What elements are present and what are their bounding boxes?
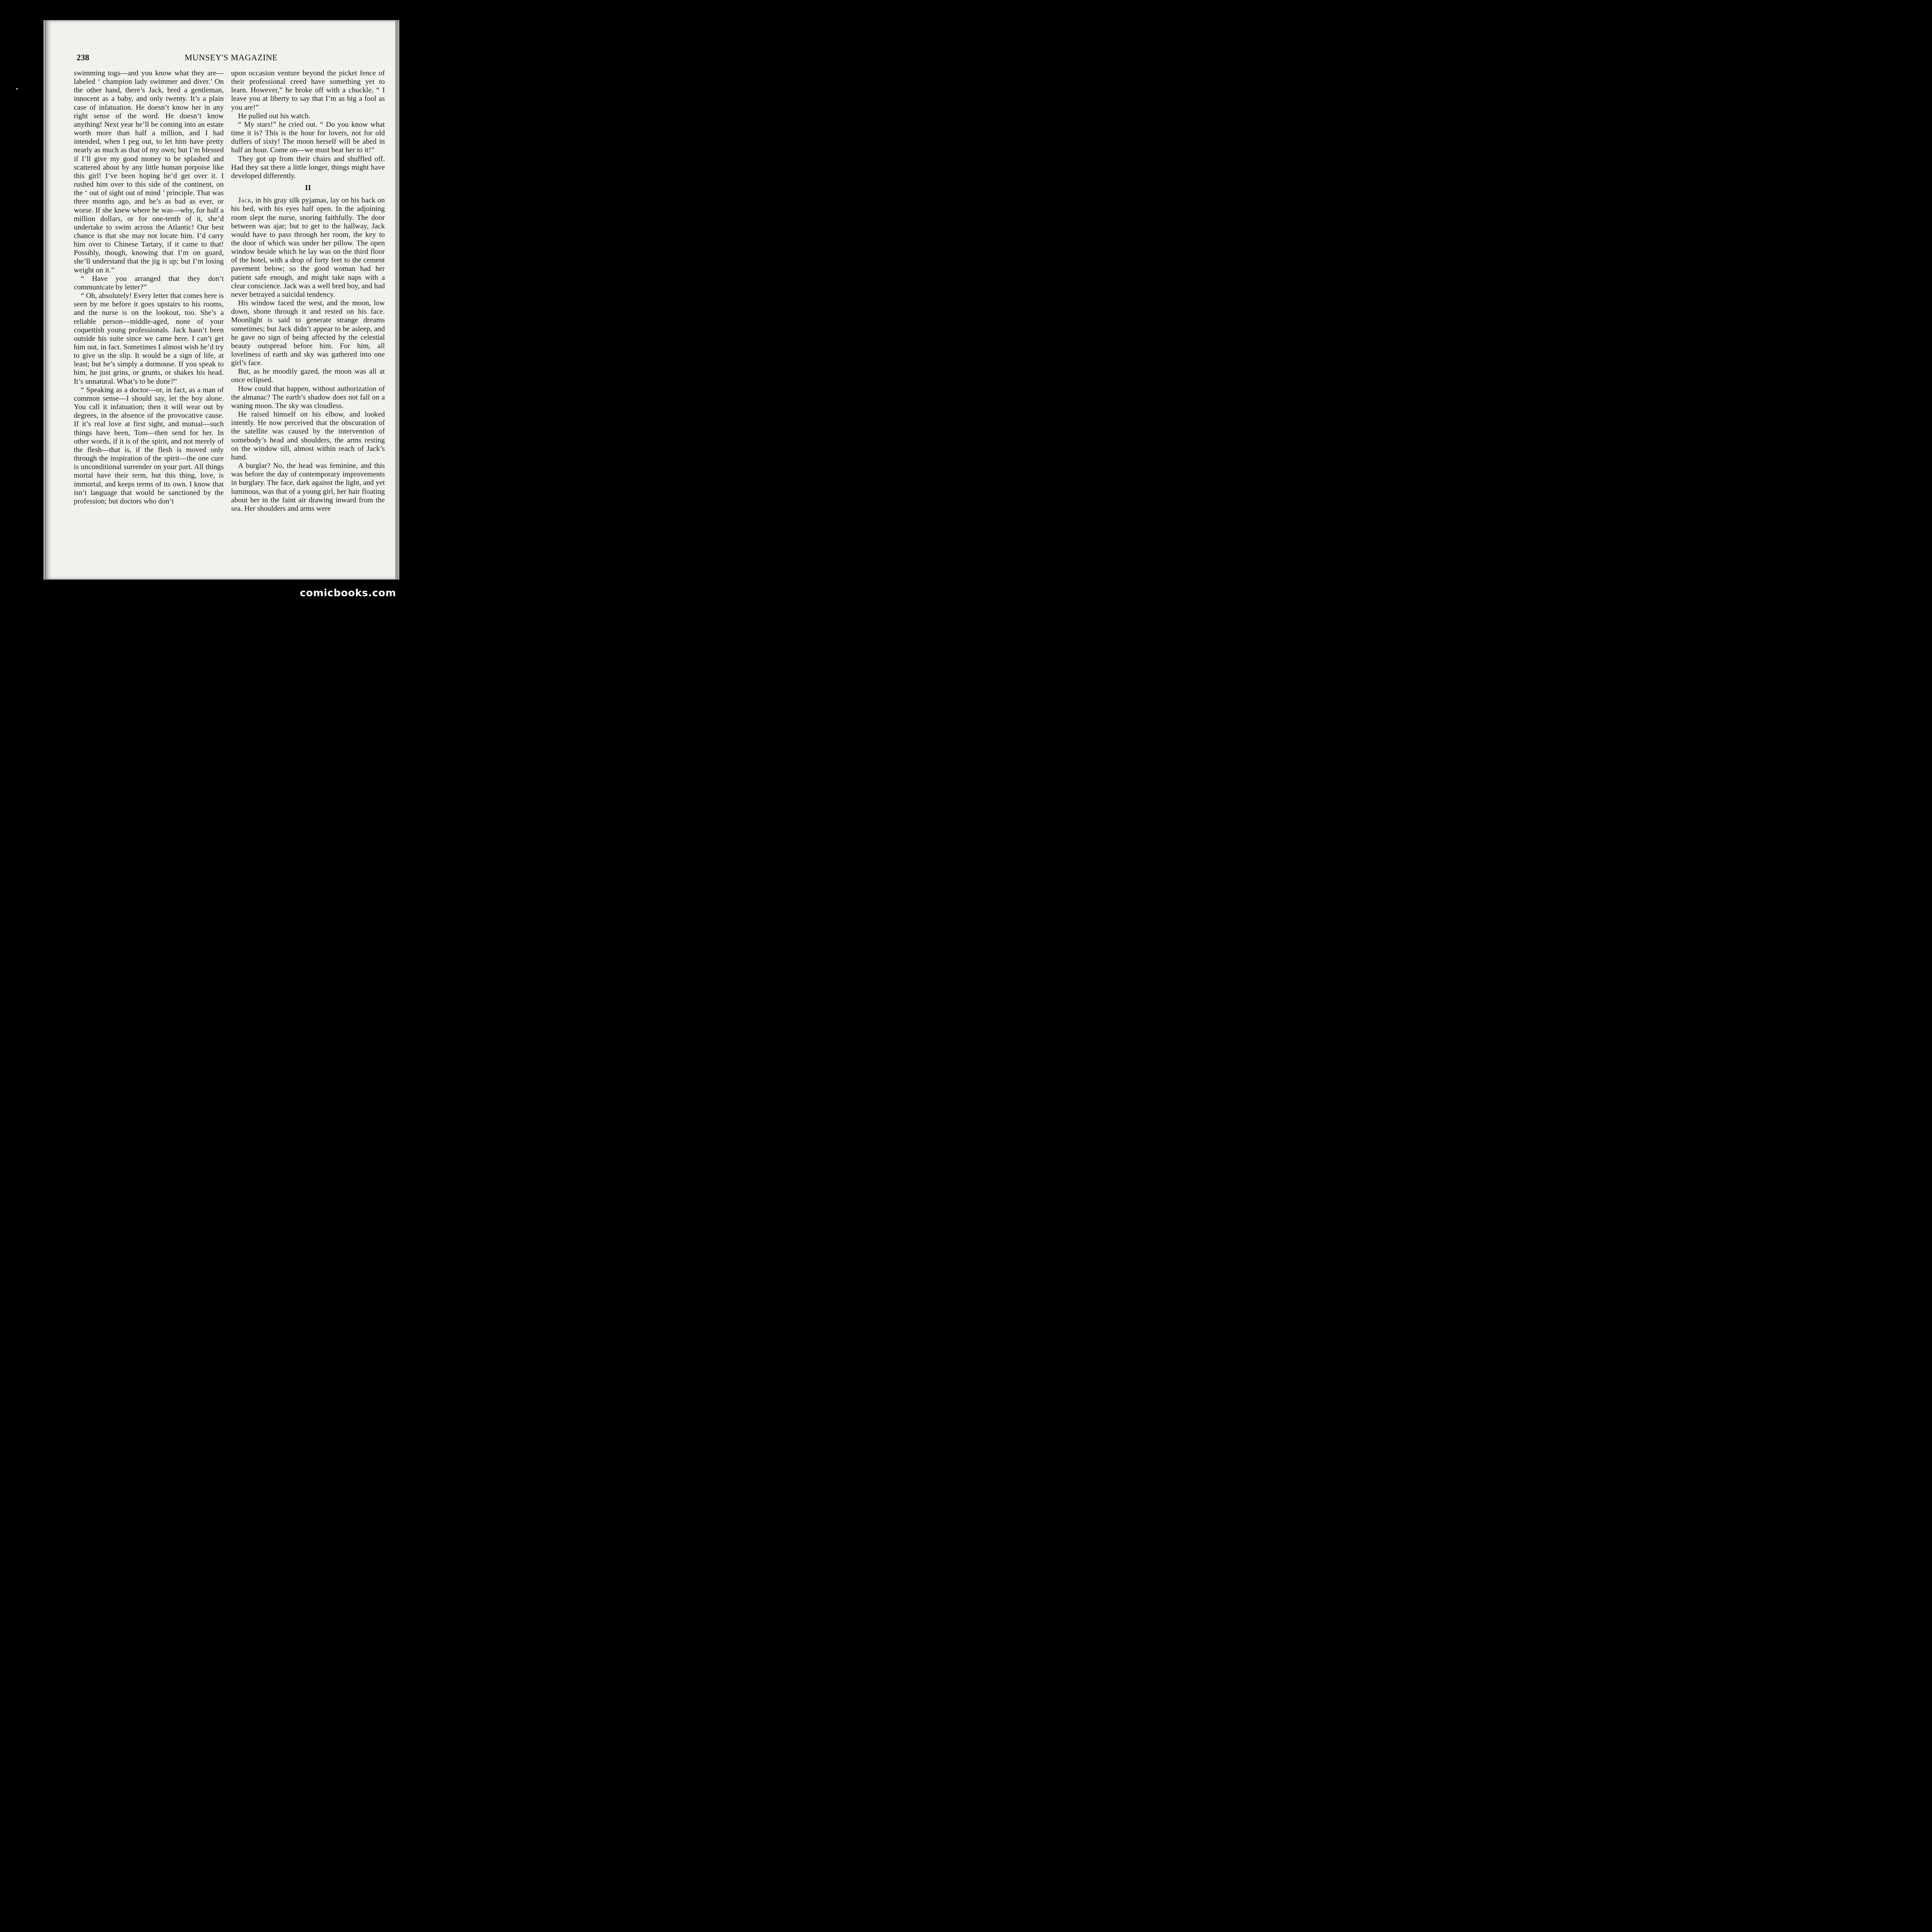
paragraph	[231, 196, 385, 299]
drop-word: Jack,	[238, 196, 253, 205]
paragraph: He pulled out his watch.	[238, 112, 311, 120]
paragraph: How could that happen, without authorization of the almanac? The earth’s shadow does not fall on a waning moon. The sky was cloudless.	[231, 384, 385, 410]
paragraph: “ My stars!” he cried out. “ Do you know what time it is? This is the hour for lovers, not for old duffers of sixty! The moon herself will be abed in half an hour. Come on—we must beat her to it!”	[231, 120, 385, 155]
paragraph: They got up from their chairs and shuffled off. Had they sat there a little longer, things might have developed differently.	[231, 155, 385, 180]
paragraph: upon occasion venture beyond the picket fence of their professional creed have something yet to learn. However,” he broke off with a chuckle, “ I leave you at liberty to say that I’m as big a fool as you are!”	[231, 69, 385, 112]
paragraph-text: in his gray silk pyjamas, lay on his back on his bed, with his eyes half open. In the adjoining room slept the nurse, snoring faithfully. The door between was ajar; but to get to the hallway, Jack would have to pass through her room, the key to the door of which was under her pillow. The open window beside which he lay was on the third floor of the hotel, with a drop of forty feet to the cement pavement below; so the good woman had her patient safe enough, and might take naps with a clear conscience. Jack was a well bred boy, and had never betrayed a suicidal tendency.	[231, 196, 385, 299]
watermark: comicbooks.com	[300, 587, 396, 599]
paragraph: His window faced the west, and the moon, low down, shone through it and rested on his face. Moonlight is said to generate strange dreams sometimes; but Jack didn’t appear to be asleep, and he gave no sign of being affected by the celestial beauty outspread before him. For him, all loveliness of earth and sky was gathered into one girl’s face.	[231, 299, 385, 367]
page-right-edge	[395, 20, 400, 580]
paragraph: swimming togs—and you know what they are—labeled ‘ champion lady swimmer and diver.’ On the other hand, there’s Jack, bred a gentleman, innocent as a baby, and only twenty. It’s a plain case of infatuation. He doesn’t know her in any right sense of the word. He doesn’t know anything! Next year he’ll be coming into an estate worth more than half a million, and I had intended, when I peg out, to let him have pretty nearly as much as that of my own; but I’m blessed if I’ll give my good money to be splashed and scattered about by any little human porpoise like this girl! I’ve been hoping he’d get over it. I rushed him over to this side of the continent, on the ‘ out of sight out of mind ’ principle. That was three months ago, and he’s as bad as ever, or worse. If she knew where he was—why, for half a million dollars, or for one-tenth of it, she’d undertake to swim across the Atlantic! Our best chance is that she may not locate him. I’d carry him over to Chinese Tartary, if it came to that! Possibly, though, knowing that I’m on guard, she’ll understand that the jig is up; but I’m losing weight on it.”	[74, 69, 224, 274]
paragraph: “ Have you arranged that they don’t communicate by letter?”	[74, 274, 224, 291]
paragraph: A burglar? No, the head was feminine, and this was before the day of contemporary improvements in burglary. The face, dark against the light, and yet luminous, was that of a young girl, her hair floating about her in the faint air drawing inward from the sea. Her shoulders and arms were	[231, 462, 385, 513]
paragraph: He raised himself on his elbow, and looked intently. He now perceived that the obscuration of the satellite was caused by the intervention of somebody’s head and shoulders, the arms resting on the window sill, almost within reach of Jack’s hand.	[231, 410, 385, 461]
dust-speck	[16, 88, 18, 90]
left-column	[74, 69, 224, 506]
paragraph: “ Oh, absolutely! Every letter that comes here is seen by me before it goes upstairs to his rooms, and the nurse is on the lookout, too. She’s a reliable person—middle-aged, none of your coquettish young professionals. Jack hasn’t been outside his suite since we came here. I can’t get him out, in fact. Sometimes I almost wish he’d try to give us the slip. It would be a sign of life, at least; but he’s simply a dormouse. If you speak to him, he just grins, or grunts, or shakes his head. It’s unnatural. What’s to be done?”	[74, 292, 224, 386]
page-number: 238	[77, 53, 89, 62]
right-column	[231, 69, 385, 513]
running-head: MUNSEY'S MAGAZINE	[185, 53, 278, 62]
paragraph: “ Speaking as a doctor—or, in fact, as a man of common sense—I should say, let the boy alone. You call it infatuation; then it will wear out by degrees, in the absence of the provocative cause. If it’s real love at first sight, and mutual—such things have been, Tom—then send for her. In other words, if it is of the spirit, and not merely of the flesh—that is, if the flesh is moved only through the inspiration of the spirit—the one cure is unconditional surrender on your part. All things mortal have their term, but this thing, love, is immortal, and keeps terms of its own. I know that isn’t language that would be sanctioned by the profession; but doctors who don’t	[74, 386, 224, 505]
section-heading: II	[305, 184, 311, 192]
page-header	[0, 53, 404, 63]
paragraph: But, as he moodily gazed, the moon was all at once eclipsed.	[231, 367, 385, 384]
